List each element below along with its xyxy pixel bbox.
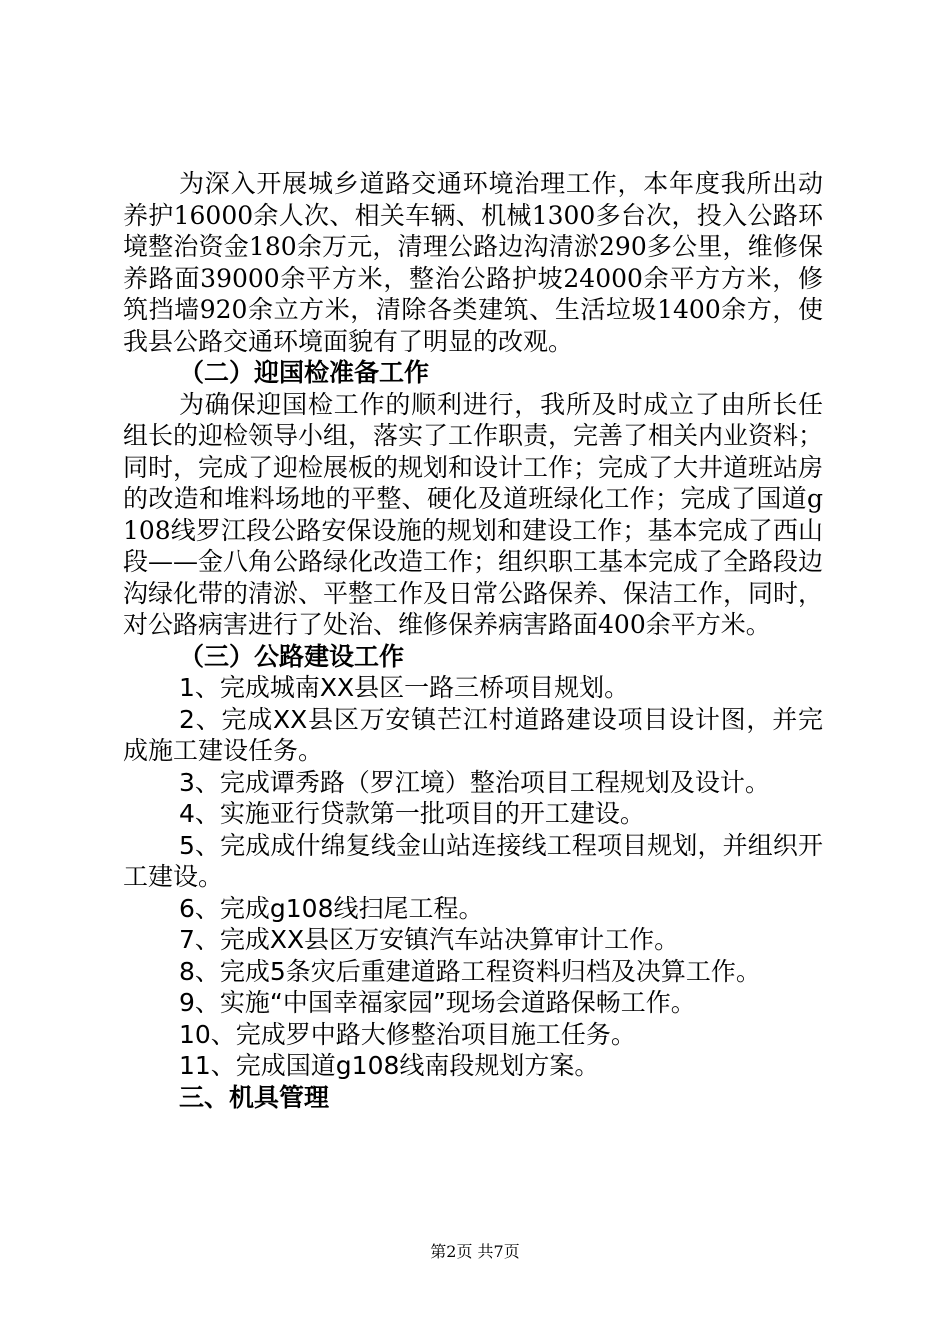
list-item: 5、完成成什绵复线金山站连接线工程项目规划，并组织开工建设。 <box>123 830 823 891</box>
section-heading-equipment: 三、机具管理 <box>179 1082 330 1112</box>
section-heading-road-construction: （三）公路建设工作 <box>179 641 405 671</box>
list-item: 3、完成谭秀路（罗江境）整治项目工程规划及设计。 <box>179 767 770 797</box>
page-footer: 第2页 共7页 <box>430 1242 520 1261</box>
list-item: 2、完成XX县区万安镇芒江村道路建设项目设计图，并完成施工建设任务。 <box>123 704 823 765</box>
list-item: 10、完成罗中路大修整治项目施工任务。 <box>179 1019 636 1049</box>
list-item: 7、完成XX县区万安镇汽车站决算审计工作。 <box>179 925 680 954</box>
list-item: 9、实施“中国幸福家园”现场会道路保畅工作。 <box>179 988 696 1017</box>
paragraph-inspection-prep: 为确保迎国检工作的顺利进行，我所及时成立了由所长任组长的迎检领导小组，落实了工作职责，完善了相关内业资料；同时，完成了迎检展板的规划和设计工作；完成了大井道班站房的改造和堆料场地的平整、硬化及道班绿化工作；完成了国道g108线罗江段公路安保设施的规划和建设工作；基本完成了西山段——金八角公路绿化改造工作；组织职工基本完成了全路段边沟绿化带的清淤、平整工作及日常公路保养、保洁工作，同时，对公路病害进行了处治、维修保养病害路面400余平方米。 <box>123 389 824 639</box>
list-item: 11、完成国道g108线南段规划方案。 <box>179 1051 600 1080</box>
list-item: 8、完成5条灾后重建道路工程资料归档及决算工作。 <box>179 956 761 986</box>
list-item: 6、完成g108线扫尾工程。 <box>179 893 484 923</box>
paragraph-road-environment: 为深入开展城乡道路交通环境治理工作，本年度我所出动养护16000余人次、相关车辆、机械1300多台次，投入公路环境整治资金180余万元，清理公路边沟清淤290多公里，维修保养路面39000余平方米，整治公路护坡24000余平方方米，修筑挡墙920余立方米，清除各类建筑、生活垃圾1400余方，使我县公路交通环境面貌有了明显的改观。 <box>123 169 823 356</box>
list-item: 4、实施亚行贷款第一批项目的开工建设。 <box>179 799 645 828</box>
document-body <box>0 168 950 1113</box>
list-item: 1、完成城南XX县区一路三桥项目规划。 <box>179 673 630 702</box>
section-heading-inspection-prep: （二）迎国检准备工作 <box>179 358 430 387</box>
